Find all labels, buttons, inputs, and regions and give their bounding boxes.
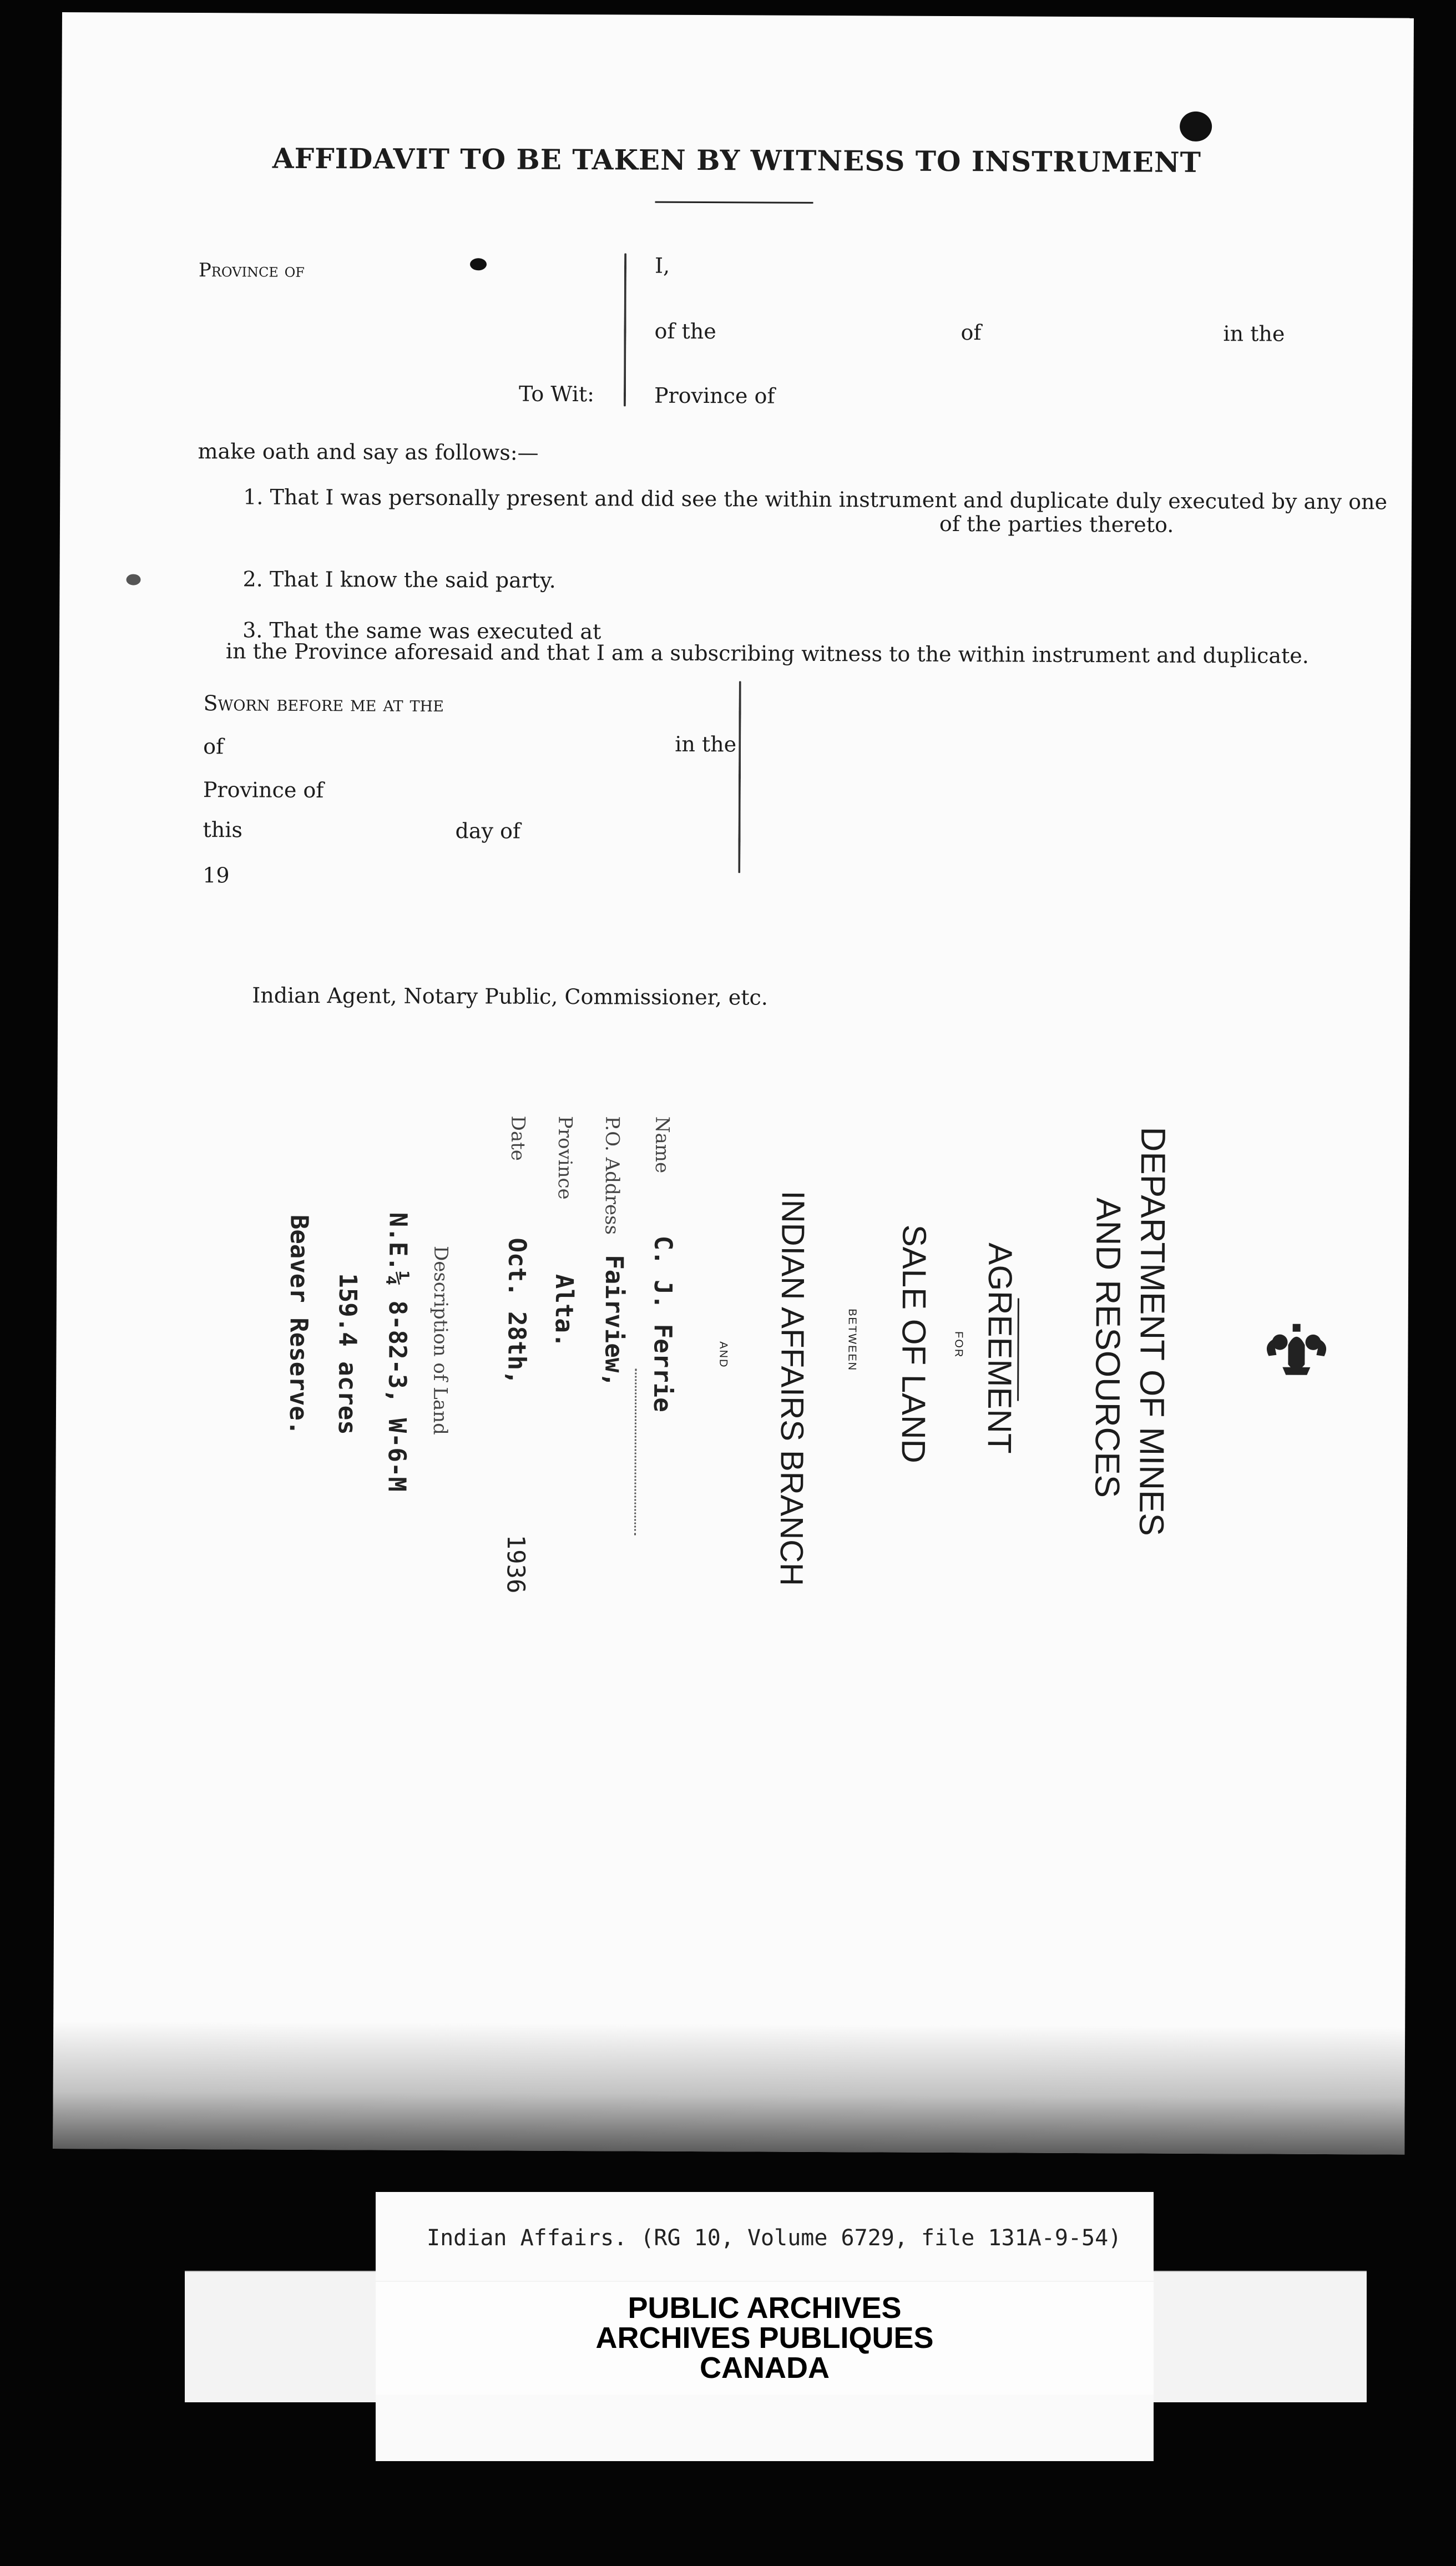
sworn-of-label: of	[203, 734, 224, 759]
agreement-heading: AGREEMENT	[980, 1242, 1019, 1454]
description-line-3: Beaver Reserve.	[284, 1214, 314, 1436]
title-rule	[655, 201, 813, 204]
agent-signature-line: Indian Agent, Notary Public, Commissioner, etc.	[252, 983, 769, 1010]
name-underline	[634, 1369, 636, 1535]
between-label: BETWEEN	[846, 1309, 858, 1372]
name-label: Name	[650, 1116, 674, 1174]
date-year: 1936	[501, 1534, 530, 1594]
affidavit-title: AFFIDAVIT TO BE TAKEN BY WITNESS TO INSTRUMENT	[272, 142, 1202, 179]
sworn-label: Sworn before me at the	[203, 691, 444, 717]
archive-label-bottom	[376, 2395, 1154, 2461]
in-the-label: in the	[1223, 321, 1285, 346]
sale-of-land-heading: SALE OF LAND	[894, 1224, 933, 1464]
archive-line-2: ARCHIVES PUBLIQUES	[595, 2321, 934, 2355]
branch-heading: INDIAN AFFAIRS BRANCH	[773, 1190, 811, 1587]
document-page	[53, 12, 1414, 2155]
sworn-in-the-label: in the	[675, 731, 737, 757]
and-label: AND	[717, 1341, 730, 1368]
coat-of-arms-icon	[1249, 1311, 1344, 1390]
archive-line-1: PUBLIC ARCHIVES	[628, 2291, 902, 2325]
name-value: C. J. Ferrie	[648, 1235, 678, 1412]
sworn-brace	[738, 681, 741, 873]
ink-blot	[126, 574, 140, 585]
province-of-label-left: Province of	[198, 259, 305, 282]
sworn-year-label: 19	[203, 863, 230, 888]
description-line-1: N.E.¼ 8-82-3, W-6-M	[382, 1212, 412, 1492]
of-the-label: of the	[654, 319, 716, 344]
address-value: Fairview,	[599, 1255, 629, 1387]
archive-line-3: CANADA	[700, 2351, 830, 2385]
clause-1-line1: 1. That I was personally present and did see the within instrument and duplicate duly executed by any one	[243, 484, 1388, 514]
ink-blot	[1180, 112, 1212, 142]
description-label: Description of Land	[428, 1245, 452, 1435]
clause-1-line2: of the parties thereto.	[939, 511, 1174, 537]
province-value: Alta.	[549, 1274, 579, 1348]
sworn-this-label: this	[203, 817, 243, 842]
dept-line-1: DEPARTMENT OF MINES	[1132, 1127, 1172, 1536]
page-shadow	[53, 2021, 1405, 2155]
form-brace	[624, 253, 626, 406]
date-value: Oct. 28th,	[502, 1237, 532, 1385]
province-of-label-right: Province of	[654, 383, 775, 408]
ink-blot	[470, 258, 487, 270]
to-wit-label: To Wit:	[518, 381, 595, 407]
archive-stamp	[376, 2282, 1154, 2398]
of-label: of	[960, 320, 982, 345]
sworn-day-of-label: day of	[455, 819, 521, 843]
i-label: I,	[654, 253, 670, 278]
make-oath-text: make oath and say as follows:—	[198, 439, 539, 465]
clause-2: 2. That I know the said party.	[242, 567, 556, 593]
sworn-province-label: Province of	[203, 777, 324, 803]
date-label: Date	[506, 1115, 529, 1161]
archive-reference: Indian Affairs. (RG 10, Volume 6729, file 131A-9-54)	[427, 2225, 1122, 2251]
description-line-2: 159.4 acres	[332, 1273, 362, 1435]
address-label: P.O. Address	[600, 1116, 624, 1235]
clause-3-line1: 3. That the same was executed at	[242, 618, 601, 644]
province-label: Province	[553, 1115, 577, 1200]
archive-reference-strip	[376, 2192, 1154, 2281]
dept-line-2: AND RESOURCES	[1088, 1198, 1128, 1498]
for-label: FOR	[952, 1331, 965, 1358]
clause-3-line2: in the Province aforesaid and that I am a subscribing witness to the within instrument and duplicate.	[225, 639, 1310, 668]
